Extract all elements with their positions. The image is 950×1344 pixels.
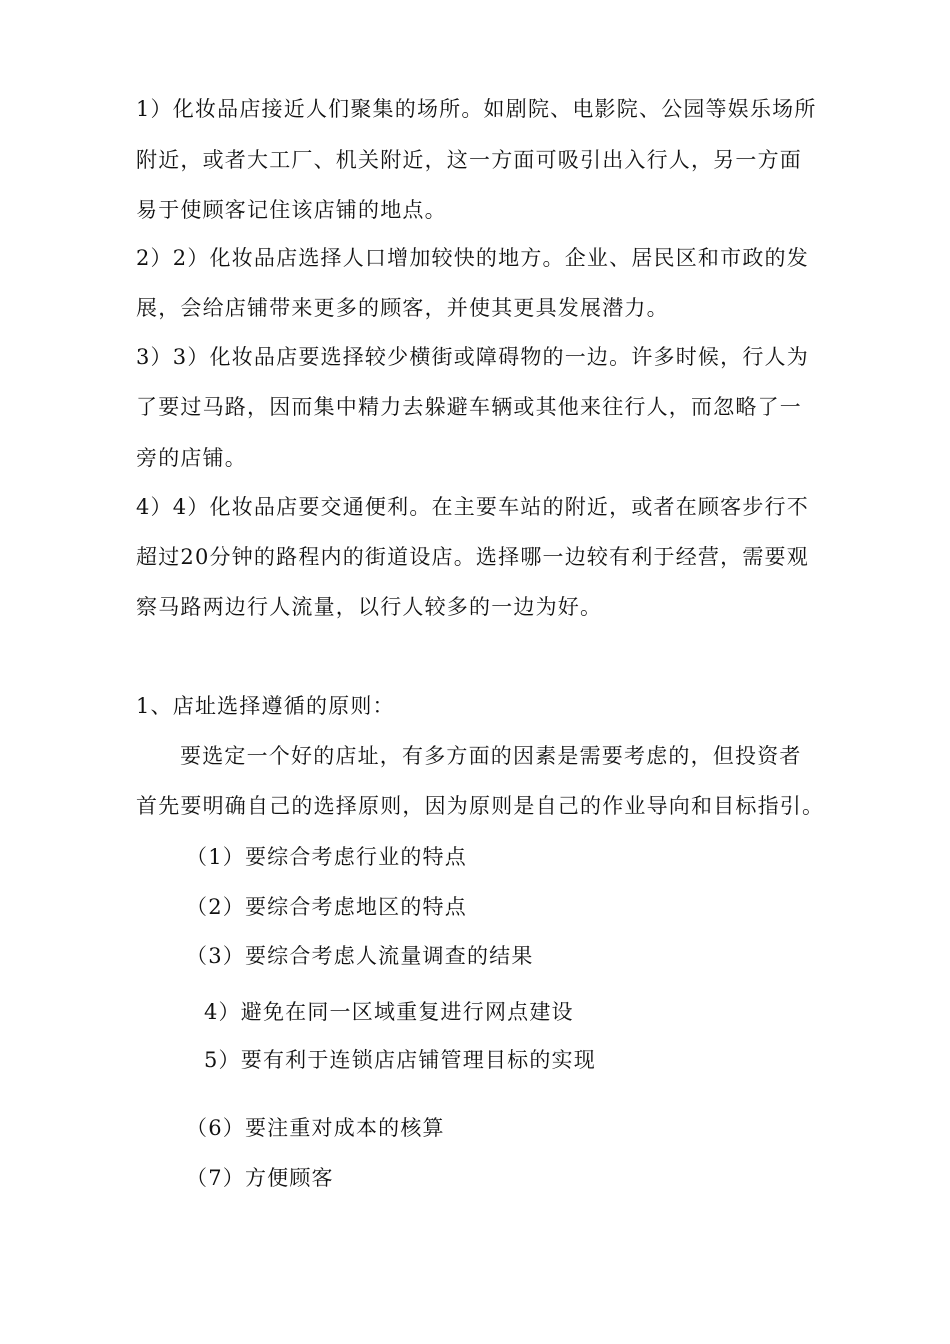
paragraph-2-line-2: 展，会给店铺带来更多的顾客，并使其更具发展潜力。 — [136, 296, 669, 320]
paragraph-1-line-2: 附近，或者大工厂、机关附近，这一方面可吸引出入行人，另一方面 — [136, 148, 802, 172]
paragraph-1-line-1: 1）化妆品店接近人们聚集的场所。如剧院、电影院、公园等娱乐场所 — [136, 97, 817, 121]
paragraph-4-line-3: 察马路两边行人流量，以行人较多的一边为好。 — [136, 595, 603, 619]
paragraph-4-line-2: 超过20分钟的路程内的街道设店。选择哪一边较有利于经营，需要观 — [136, 545, 809, 569]
principle-item-7: （7）方便顾客 — [186, 1166, 334, 1190]
paragraph-3-line-1: 3）3）化妆品店要选择较少横街或障碍物的一边。许多时候，行人为 — [136, 345, 809, 369]
section-heading: 1、店址选择遵循的原则： — [136, 694, 395, 718]
principle-item-1: （1）要综合考虑行业的特点 — [186, 845, 467, 869]
section-intro-line-2: 首先要明确自己的选择原则，因为原则是自己的作业导向和目标指引。 — [136, 794, 825, 818]
principle-item-3: （3）要综合考虑人流量调查的结果 — [186, 944, 534, 968]
paragraph-1-line-3: 易于使顾客记住该店铺的地点。 — [136, 198, 447, 222]
paragraph-2-line-1: 2）2）化妆品店选择人口增加较快的地方。企业、居民区和市政的发 — [136, 246, 809, 270]
principle-item-4: 4）避免在同一区域重复进行网点建设 — [204, 1000, 574, 1024]
section-intro-line-1: 要选定一个好的店址，有多方面的因素是需要考虑的，但投资者 — [180, 744, 802, 768]
paragraph-3-line-2: 了要过马路，因而集中精力去躲避车辆或其他来往行人，而忽略了一 — [136, 395, 802, 419]
principle-item-6: （6）要注重对成本的核算 — [186, 1116, 445, 1140]
paragraph-3-line-3: 旁的店铺。 — [136, 446, 247, 470]
principle-item-2: （2）要综合考虑地区的特点 — [186, 895, 467, 919]
principle-item-5: 5）要有利于连锁店店铺管理目标的实现 — [204, 1048, 596, 1072]
paragraph-4-line-1: 4）4）化妆品店要交通便利。在主要车站的附近，或者在顾客步行不 — [136, 495, 809, 519]
